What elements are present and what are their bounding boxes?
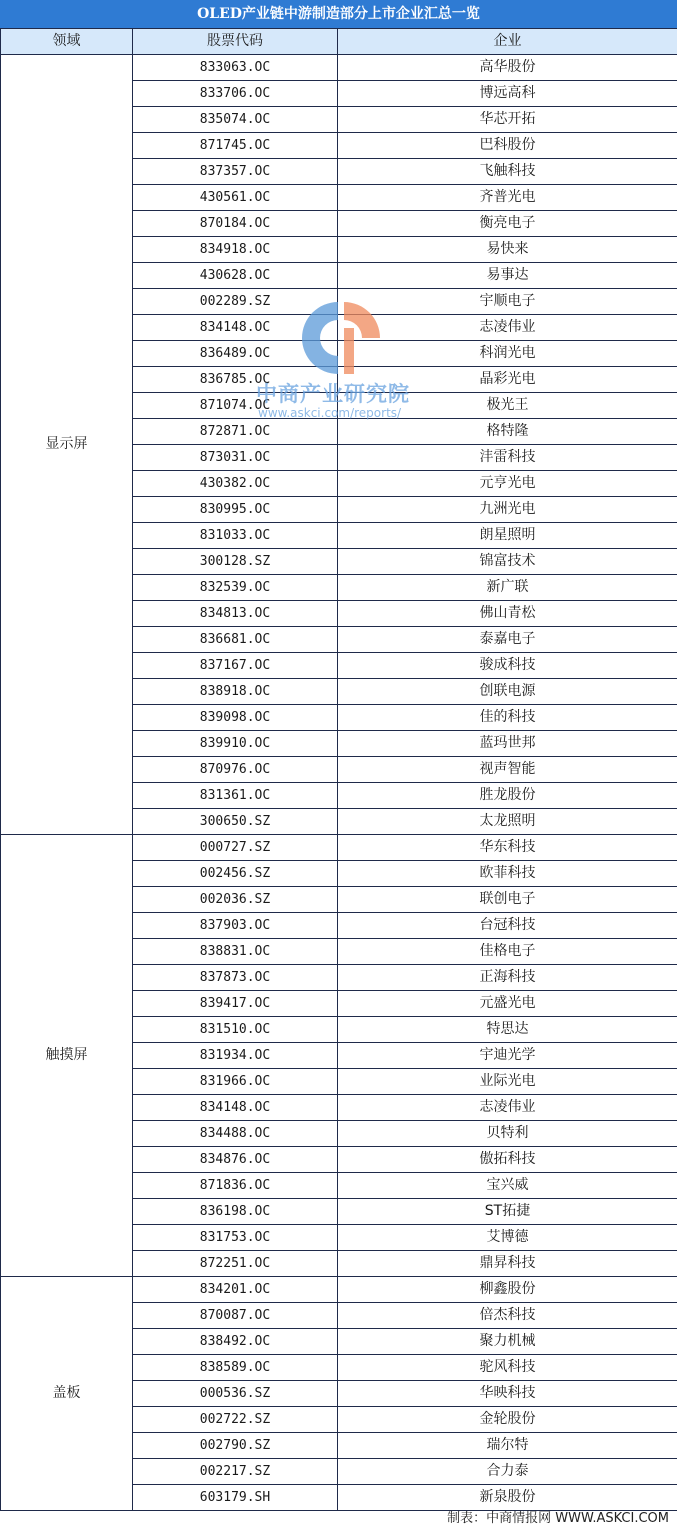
field-cell: 盖板 (1, 1277, 133, 1511)
stock-code-cell: 831361.OC (133, 783, 338, 809)
header-company: 企业 (338, 29, 677, 55)
stock-code-cell: 430628.OC (133, 263, 338, 289)
company-cell: 华映科技 (338, 1381, 677, 1407)
stock-code-cell: 839910.OC (133, 731, 338, 757)
company-cell: 业际光电 (338, 1069, 677, 1095)
company-cell: 艾博德 (338, 1225, 677, 1251)
company-cell: 朗星照明 (338, 523, 677, 549)
company-cell: 正海科技 (338, 965, 677, 991)
company-cell: 齐普光电 (338, 185, 677, 211)
company-cell: 宇迪光学 (338, 1043, 677, 1069)
company-cell: 聚力机械 (338, 1329, 677, 1355)
company-cell: 华芯开拓 (338, 107, 677, 133)
stock-code-cell: 831753.OC (133, 1225, 338, 1251)
stock-code-cell: 300128.SZ (133, 549, 338, 575)
company-cell: 元亨光电 (338, 471, 677, 497)
stock-code-cell: 002217.SZ (133, 1459, 338, 1485)
company-cell: 欧菲科技 (338, 861, 677, 887)
stock-code-cell: 838589.OC (133, 1355, 338, 1381)
company-cell: 驼风科技 (338, 1355, 677, 1381)
company-cell: 视声智能 (338, 757, 677, 783)
company-cell: 胜龙股份 (338, 783, 677, 809)
table-title: OLED产业链中游制造部分上市企业汇总一览 (0, 0, 677, 28)
stock-code-cell: 002456.SZ (133, 861, 338, 887)
company-cell: 高华股份 (338, 55, 677, 81)
company-cell: 蓝玛世邦 (338, 731, 677, 757)
stock-code-cell: 870976.OC (133, 757, 338, 783)
company-cell: 科润光电 (338, 341, 677, 367)
company-cell: 金轮股份 (338, 1407, 677, 1433)
stock-code-cell: 838918.OC (133, 679, 338, 705)
company-cell: 鼎昇科技 (338, 1251, 677, 1277)
stock-code-cell: 837357.OC (133, 159, 338, 185)
stock-code-cell: 834148.OC (133, 1095, 338, 1121)
company-cell: 九洲光电 (338, 497, 677, 523)
stock-code-cell: 831934.OC (133, 1043, 338, 1069)
stock-code-cell: 838492.OC (133, 1329, 338, 1355)
company-cell: 宇顺电子 (338, 289, 677, 315)
company-cell: 格特隆 (338, 419, 677, 445)
stock-code-cell: 834918.OC (133, 237, 338, 263)
stock-code-cell: 833706.OC (133, 81, 338, 107)
stock-code-cell: 002722.SZ (133, 1407, 338, 1433)
stock-code-cell: 872871.OC (133, 419, 338, 445)
stock-code-cell: 002790.SZ (133, 1433, 338, 1459)
stock-code-cell: 836681.OC (133, 627, 338, 653)
company-cell: 博远高科 (338, 81, 677, 107)
company-cell: 易事达 (338, 263, 677, 289)
company-cell: 晶彩光电 (338, 367, 677, 393)
stock-code-cell: 833063.OC (133, 55, 338, 81)
company-cell: 新泉股份 (338, 1485, 677, 1511)
field-cell: 触摸屏 (1, 835, 133, 1277)
stock-code-cell: 831510.OC (133, 1017, 338, 1043)
stock-code-cell: 834876.OC (133, 1147, 338, 1173)
stock-code-cell: 832539.OC (133, 575, 338, 601)
stock-code-cell: 831966.OC (133, 1069, 338, 1095)
company-cell: 柳鑫股份 (338, 1277, 677, 1303)
table-row (1, 1277, 677, 1303)
company-cell: 合力泰 (338, 1459, 677, 1485)
table-header-row (1, 29, 677, 55)
stock-code-cell: 430382.OC (133, 471, 338, 497)
stock-code-cell: 873031.OC (133, 445, 338, 471)
watermark-url: www.askci.com/reports/ (258, 406, 402, 420)
company-cell: 新广联 (338, 575, 677, 601)
company-cell: 志凌伟业 (338, 315, 677, 341)
company-cell: 佳格电子 (338, 939, 677, 965)
company-cell: 衡亮电子 (338, 211, 677, 237)
header-field: 领域 (1, 29, 133, 55)
company-cell: 宝兴威 (338, 1173, 677, 1199)
stock-code-cell: 872251.OC (133, 1251, 338, 1277)
company-cell: 台冠科技 (338, 913, 677, 939)
company-cell: ST拓捷 (338, 1199, 677, 1225)
stock-code-cell: 831033.OC (133, 523, 338, 549)
stock-code-cell: 834813.OC (133, 601, 338, 627)
stock-code-cell: 837167.OC (133, 653, 338, 679)
stock-code-cell: 871745.OC (133, 133, 338, 159)
watermark-name: 中商产业研究院 (256, 382, 410, 406)
stock-code-cell: 871836.OC (133, 1173, 338, 1199)
stock-code-cell: 834201.OC (133, 1277, 338, 1303)
company-cell: 泰嘉电子 (338, 627, 677, 653)
stock-code-cell: 836198.OC (133, 1199, 338, 1225)
stock-code-cell: 002289.SZ (133, 289, 338, 315)
stock-code-cell: 835074.OC (133, 107, 338, 133)
stock-code-cell: 837903.OC (133, 913, 338, 939)
header-stock-code: 股票代码 (133, 29, 338, 55)
stock-code-cell: 870087.OC (133, 1303, 338, 1329)
company-cell: 巴科股份 (338, 133, 677, 159)
company-cell: 联创电子 (338, 887, 677, 913)
stock-code-cell: 837873.OC (133, 965, 338, 991)
stock-code-cell: 871074.OC (133, 393, 338, 419)
stock-code-cell: 830995.OC (133, 497, 338, 523)
stock-code-cell: 836489.OC (133, 341, 338, 367)
company-cell: 志凌伟业 (338, 1095, 677, 1121)
company-table (0, 28, 677, 1511)
company-cell: 倍杰科技 (338, 1303, 677, 1329)
company-cell: 元盛光电 (338, 991, 677, 1017)
stock-code-cell: 839098.OC (133, 705, 338, 731)
stock-code-cell: 834488.OC (133, 1121, 338, 1147)
table-row (1, 55, 677, 81)
stock-code-cell: 870184.OC (133, 211, 338, 237)
stock-code-cell: 300650.SZ (133, 809, 338, 835)
stock-code-cell: 834148.OC (133, 315, 338, 341)
source-note: 制表：中商情报网 WWW.ASKCI.COM (447, 1511, 669, 1526)
stock-code-cell: 838831.OC (133, 939, 338, 965)
stock-code-cell: 603179.SH (133, 1485, 338, 1511)
company-cell: 锦富技术 (338, 549, 677, 575)
company-cell: 特思达 (338, 1017, 677, 1043)
company-cell: 飞触科技 (338, 159, 677, 185)
stock-code-cell: 002036.SZ (133, 887, 338, 913)
company-cell: 骏成科技 (338, 653, 677, 679)
company-cell: 太龙照明 (338, 809, 677, 835)
stock-code-cell: 839417.OC (133, 991, 338, 1017)
stock-code-cell: 000536.SZ (133, 1381, 338, 1407)
company-cell: 贝特利 (338, 1121, 677, 1147)
company-cell: 佛山青松 (338, 601, 677, 627)
stock-code-cell: 430561.OC (133, 185, 338, 211)
company-cell: 创联电源 (338, 679, 677, 705)
stock-code-cell: 836785.OC (133, 367, 338, 393)
field-cell: 显示屏 (1, 55, 133, 835)
company-cell: 傲拓科技 (338, 1147, 677, 1173)
stock-code-cell: 000727.SZ (133, 835, 338, 861)
company-cell: 瑞尔特 (338, 1433, 677, 1459)
company-cell: 极光王 (338, 393, 677, 419)
company-cell: 沣雷科技 (338, 445, 677, 471)
company-cell: 华东科技 (338, 835, 677, 861)
company-cell: 易快来 (338, 237, 677, 263)
company-cell: 佳的科技 (338, 705, 677, 731)
table-row (1, 835, 677, 861)
